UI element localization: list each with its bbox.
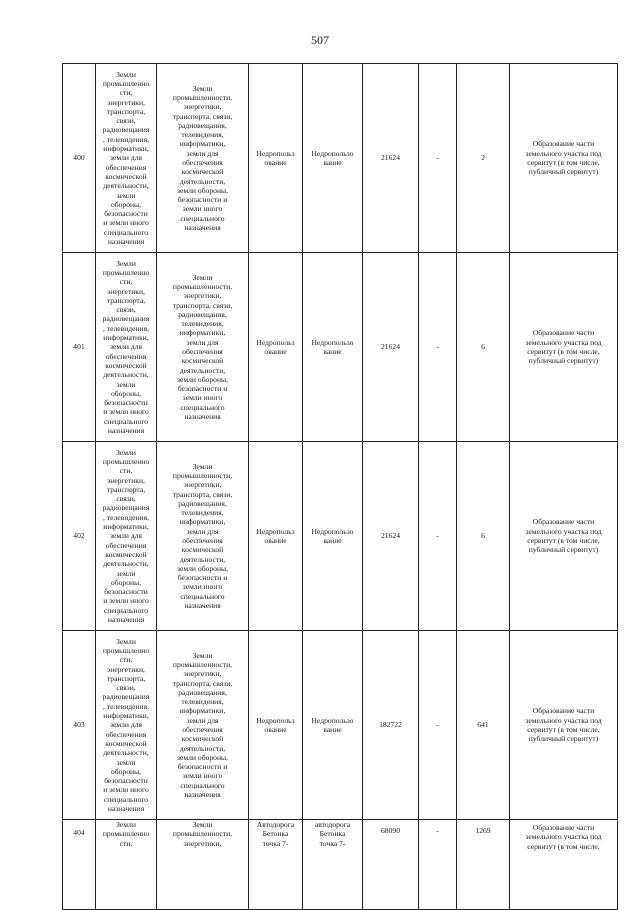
land-category-cell: Земли промышленно сти, энергетики, транспорта, связи, радиовещания , телевидения, информатики, земли для обеспечения космической деятельности, земли обороны, безопасности и земли иного специального назначения (96, 442, 157, 631)
part-area-cell: 641 (457, 631, 510, 820)
use-type-cell: Недропольз ование (249, 253, 303, 442)
table-row (63, 631, 618, 820)
permitted-use-cell: Недропользо вание (303, 64, 363, 253)
row-number: 400 (63, 64, 96, 253)
part-area-cell: 2 (457, 64, 510, 253)
land-category-cell: Земли промышленно сти, энергетики, транспорта, связи, радиовещания , телевидения, информатики, земли для обеспечения космической деятельности, земли обороны, безопасности и земли иного специального назначения (96, 631, 157, 820)
purpose-cell: Образование части земельного участка под сервитут (в том числе, публичный сервитут) (510, 442, 618, 631)
permitted-use-cell: Недропользо вание (303, 631, 363, 820)
dash-cell: - (419, 253, 457, 442)
total-area-cell: 21624 (363, 442, 419, 631)
use-type-cell: Недропольз ование (249, 442, 303, 631)
land-category-cell: Земли промышленно сти, энергетики, транспорта, связи, радиовещания , телевидения, информатики, земли для обеспечения космической деятельности, земли обороны, безопасности и земли иного специального назначения (96, 253, 157, 442)
dash-cell: - (419, 442, 457, 631)
dash-cell: - (419, 820, 457, 910)
part-area-cell: 6 (457, 253, 510, 442)
row-number: 402 (63, 442, 96, 631)
page-number: 507 (311, 33, 329, 47)
row-number: 404 (63, 820, 96, 910)
permitted-category-cell: Земли промышленности, энергетики, (157, 820, 249, 910)
use-type-cell: Недропольз ование (249, 631, 303, 820)
table-row (63, 442, 618, 631)
part-area-cell: 6 (457, 442, 510, 631)
purpose-cell: Образование части земельного участка под сервитут (в том числе, публичный сервитут) (510, 631, 618, 820)
total-area-cell: 21624 (363, 64, 419, 253)
table-row (63, 820, 618, 910)
table-row (63, 64, 618, 253)
permitted-use-cell: автодорога Бетонка точка 7- (303, 820, 363, 910)
table-row (63, 253, 618, 442)
purpose-cell: Образование части земельного участка под сервитут (в том числе, публичный сервитут) (510, 64, 618, 253)
purpose-cell: Образование части земельного участка под сервитут (в том числе, (510, 820, 618, 910)
permitted-use-cell: Недропользо вание (303, 442, 363, 631)
permitted-category-cell: Земли промышленности, энергетики, транспорта, связи, радиовещания, телевидения, информатики, земли для обеспечения космической деятельности, земли обороны, безопасности и земли иного специального назначения (157, 253, 249, 442)
row-number: 403 (63, 631, 96, 820)
use-type-cell: Автодорога Бетонка точка 7- (249, 820, 303, 910)
total-area-cell: 182722 (363, 631, 419, 820)
dash-cell: - (419, 64, 457, 253)
permitted-category-cell: Земли промышленности, энергетики, транспорта, связи, радиовещания, телевидения, информатики, земли для обеспечения космической деятельности, земли обороны, безопасности и земли иного специального назначения (157, 64, 249, 253)
dash-cell: - (419, 631, 457, 820)
total-area-cell: 68090 (363, 820, 419, 910)
land-category-cell: Земли промышленно сти, (96, 820, 157, 910)
use-type-cell: Недропольз ование (249, 64, 303, 253)
total-area-cell: 21624 (363, 253, 419, 442)
row-number: 401 (63, 253, 96, 442)
land-category-cell: Земли промышленно сти, энергетики, транспорта, связи, радиовещания , телевидения, информатики, земли для обеспечения космической деятельности, земли обороны, безопасности и земли иного специального назначения (96, 64, 157, 253)
part-area-cell: 1269 (457, 820, 510, 910)
purpose-cell: Образование части земельного участка под сервитут (в том числе, публичный сервитут) (510, 253, 618, 442)
permitted-use-cell: Недропользо вание (303, 253, 363, 442)
permitted-category-cell: Земли промышленности, энергетики, транспорта, связи, радиовещания, телевидения, информатики, земли для обеспечения космической деятельности, земли обороны, безопасности и земли иного специального назначения (157, 442, 249, 631)
permitted-category-cell: Земли промышленности, энергетики, транспорта, связи, радиовещания, телевидения, информатики, земли для обеспечения космической деятельности, земли обороны, безопасности и земли иного специального назначения (157, 631, 249, 820)
land-registry-table (62, 63, 618, 910)
